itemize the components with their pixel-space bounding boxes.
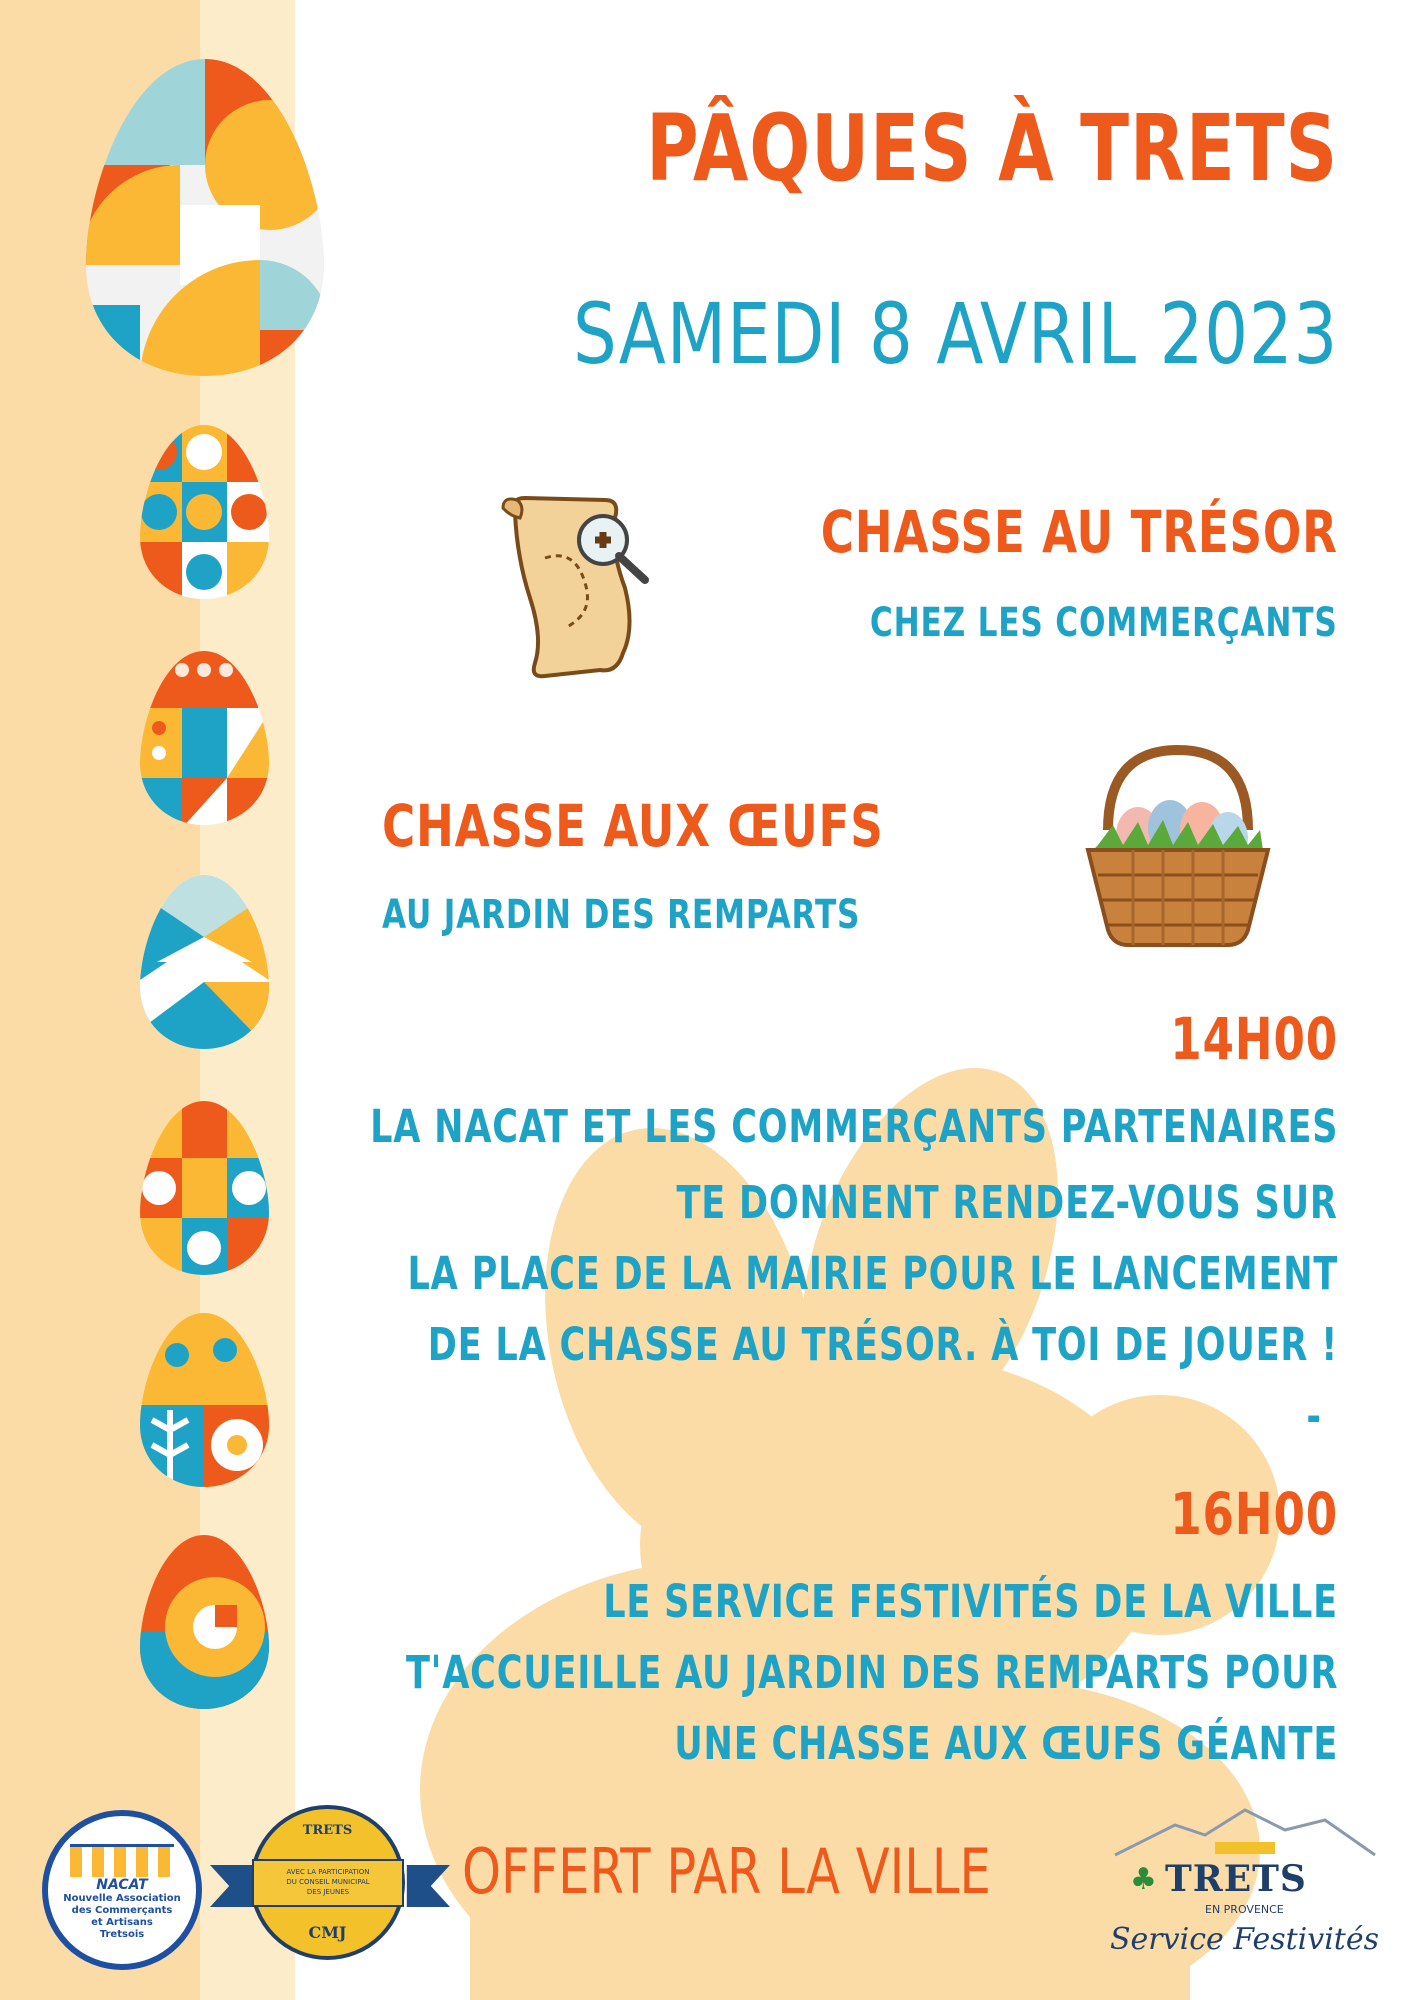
cmj-bottom: CMJ xyxy=(308,1923,347,1942)
page-title: PÂQUES À TRETS xyxy=(646,95,1338,202)
time-16h: 16H00 xyxy=(1170,1480,1338,1548)
nacat-name: NACAT xyxy=(96,1877,148,1893)
trets-sub: EN PROVENCE xyxy=(1205,1903,1284,1916)
service-festivites: Service Festivités xyxy=(1110,1922,1380,1957)
easter-egg-4 xyxy=(137,872,272,1052)
schedule-2-line-3: UNE CHASSE AUX ŒUFS GÉANTE xyxy=(674,1717,1338,1770)
nacat-line-3: et Artisans xyxy=(91,1917,153,1928)
easter-egg-2 xyxy=(137,422,272,602)
time-14h: 14H00 xyxy=(1170,1005,1338,1073)
schedule-1-line-2: TE DONNENT RENDEZ-VOUS SUR xyxy=(676,1176,1338,1229)
separator: - xyxy=(1306,1390,1322,1443)
easter-egg-6 xyxy=(137,1310,272,1490)
nacat-line-2: des Commerçants xyxy=(71,1905,173,1916)
schedule-1-line-1: LA NACAT ET LES COMMERÇANTS PARTENAIRES xyxy=(369,1100,1338,1153)
trets-name: TRETS xyxy=(1165,1858,1307,1900)
cmj-ribbon-1: AVEC LA PARTICIPATION xyxy=(286,1868,370,1876)
egg-hunt-subheading: AU JARDIN DES REMPARTS xyxy=(382,892,861,938)
offered-by: OFFERT PAR LA VILLE xyxy=(462,1835,991,1908)
easter-egg-3 xyxy=(137,648,272,828)
nacat-line-1: Nouvelle Association xyxy=(63,1893,181,1904)
cmj-logo xyxy=(210,1805,450,1975)
mountain-icon xyxy=(1105,1800,1385,1860)
nacat-line-4: Tretsois xyxy=(99,1929,145,1940)
easter-egg-1 xyxy=(80,55,330,380)
cmj-top: TRETS xyxy=(302,1823,353,1838)
schedule-2-line-2: T'ACCUEILLE AU JARDIN DES REMPARTS POUR xyxy=(405,1646,1338,1699)
treasure-hunt-subheading: CHEZ LES COMMERÇANTS xyxy=(870,600,1338,646)
schedule-1-line-3: LA PLACE DE LA MAIRIE POUR LE LANCEMENT xyxy=(407,1247,1338,1300)
schedule-1-line-4: DE LA CHASSE AU TRÉSOR. À TOI DE JOUER ! xyxy=(427,1318,1338,1371)
egg-hunt-heading: CHASSE AUX ŒUFS xyxy=(382,792,884,860)
schedule-2-line-1: LE SERVICE FESTIVITÉS DE LA VILLE xyxy=(603,1575,1338,1628)
easter-egg-7 xyxy=(137,1532,272,1712)
trets-service-festivites-logo xyxy=(1105,1800,1385,1980)
treasure-map-icon xyxy=(485,488,680,683)
cmj-ribbon-2: DU CONSEIL MUNICIPAL xyxy=(286,1878,370,1886)
egg-basket-icon xyxy=(1078,740,1278,950)
easter-egg-5 xyxy=(137,1098,272,1278)
nacat-logo xyxy=(42,1810,202,1970)
event-date: SAMEDI 8 AVRIL 2023 xyxy=(572,285,1338,383)
clover-icon: ♣ xyxy=(1130,1862,1157,1897)
cmj-ribbon-3: DES JEUNES xyxy=(306,1888,350,1896)
treasure-hunt-heading: CHASSE AU TRÉSOR xyxy=(821,498,1338,566)
